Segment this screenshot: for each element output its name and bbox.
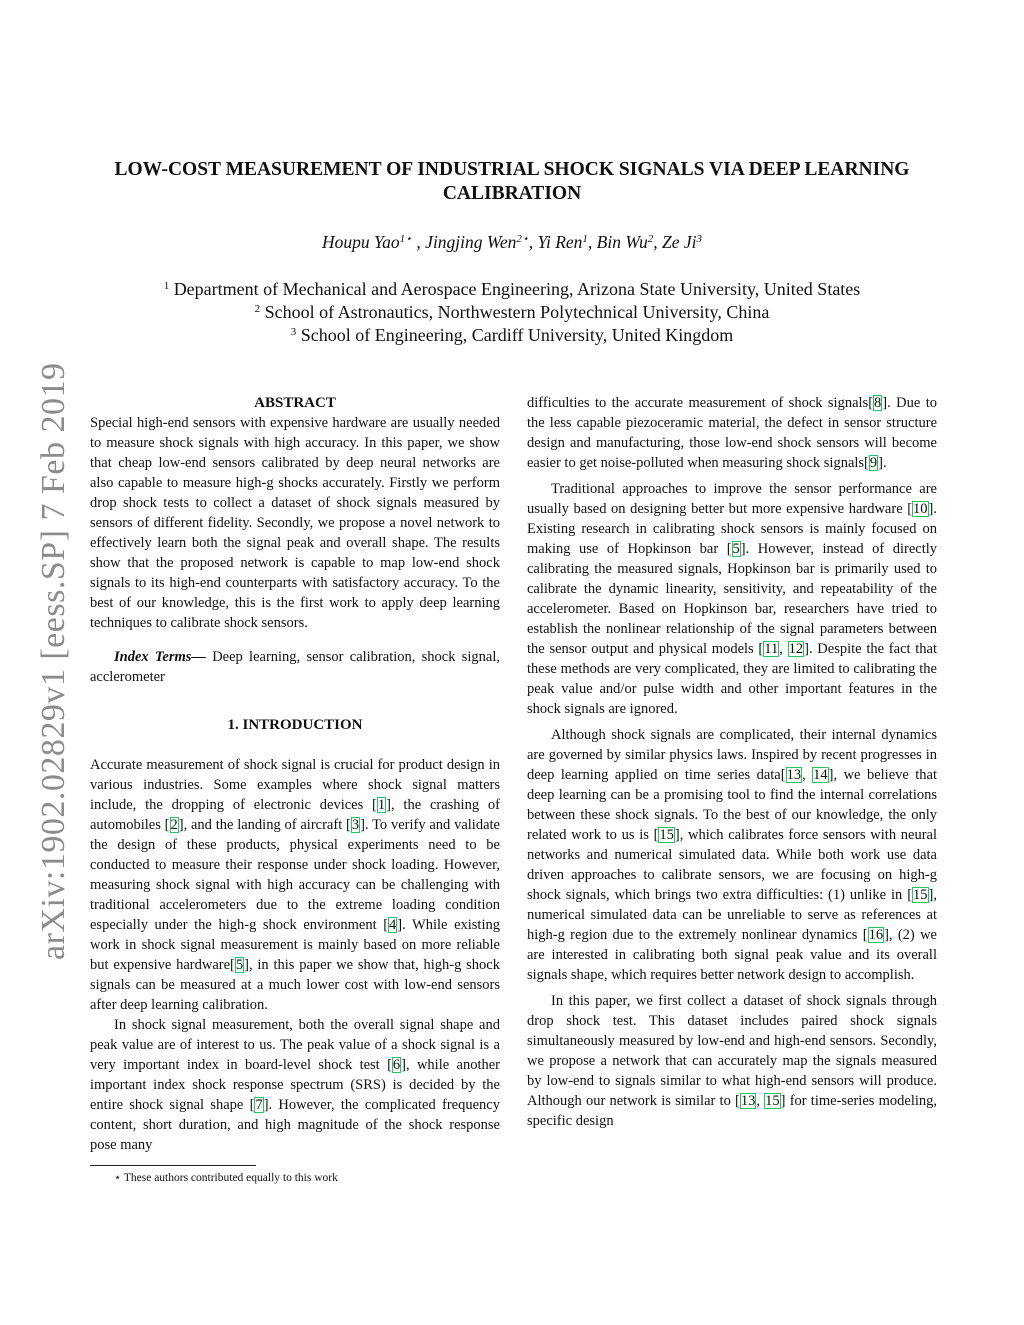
citation-link[interactable]: 5 bbox=[235, 957, 244, 973]
section-heading-introduction: 1. INTRODUCTION bbox=[227, 717, 363, 733]
affiliation bbox=[80, 278, 944, 301]
affiliation-list bbox=[80, 278, 944, 347]
citation-link[interactable]: 15 bbox=[659, 827, 674, 843]
affiliation-number: 2 bbox=[254, 303, 261, 315]
author-affil-mark: 3 bbox=[696, 233, 702, 245]
affiliation-text: Department of Mechanical and Aerospace Engineering, Arizona State University, United States bbox=[173, 279, 861, 299]
author-list bbox=[80, 232, 944, 253]
affiliation bbox=[80, 301, 944, 324]
affiliation-number: 1 bbox=[163, 280, 170, 292]
author-name: Yi Ren bbox=[537, 232, 583, 252]
citation-link[interactable]: 15 bbox=[913, 887, 928, 903]
citation-link[interactable]: 10 bbox=[913, 501, 928, 517]
citation-link[interactable]: 8 bbox=[874, 395, 882, 411]
citation-link[interactable]: 16 bbox=[868, 927, 884, 943]
right-paragraph-2: Traditional approaches to improve the sensor performance are usually based on designing better but more expensive hardware [10]. Existing research in calibrating shock sensors is mainly focused on making use of Hopkinson bar [5]. However, instead of directly calibrating the measured signals, Hopkinson bar is primarily used to calibrate the dynamic linearity, sensitivity, and repeatability of the accelerometer. Based on Hopkinson bar, researchers have tried to establish the nonlinear relationship of the signal parameters between the sensor output and physical models [11, 12]. Despite the fact that these methods are very complicated, they are limited to calibrating the peak value and/or pulse width and other important features in the shock signals are ignored. bbox=[527, 481, 938, 717]
author-name: Ze Ji bbox=[661, 232, 697, 252]
intro-paragraph-1: Accurate measurement of shock signal is crucial for product design in various industries. Some examples where shock signal matters include, the dropping of electronic devices [1], the crashing of automobiles [2], and the landing of aircraft [3]. To verify and validate the design of these products, physical experiments need to be conducted to measure their response under shock loading. However, measuring shock signal with high accuracy can be challenging with traditional accelerometers due to the extreme loading condition especially under the high-g shock environment [4]. While existing work in shock signal measurement is mainly based on more reliable but expensive hardware[5], in this paper we show that, high-g shock signals can be measured at a much lower cost with low-end sensors after deep learning calibration. bbox=[90, 757, 500, 1013]
citation-link[interactable]: 9 bbox=[869, 455, 878, 471]
author-name: Bin Wu bbox=[596, 232, 648, 252]
index-terms-label: Index Terms— bbox=[114, 649, 206, 665]
author-sep: , bbox=[587, 232, 597, 252]
footnote-rule bbox=[90, 1165, 256, 1166]
citation-link[interactable]: 1 bbox=[377, 797, 386, 813]
citation-link[interactable]: 15 bbox=[765, 1093, 780, 1109]
citation-link[interactable]: 11 bbox=[764, 641, 779, 657]
citation-link[interactable]: 4 bbox=[389, 917, 397, 933]
affiliation-number: 3 bbox=[290, 326, 297, 338]
author-name: Houpu Yao bbox=[322, 232, 400, 252]
index-terms-text: Deep learning, sensor calibration, shock signal, acclerometer bbox=[90, 649, 500, 685]
paper-title: LOW-COST MEASUREMENT OF INDUSTRIAL SHOCK SIGNALS VIA DEEP LEARNING CALIBRATION bbox=[114, 159, 910, 204]
abstract-text: Special high-end sensors with expensive hardware are usually needed to measure shock signals with high accuracy. In this paper, we show that cheap low-end sensors calibrated by deep neural networks are also capable to measure high-g shocks accurately. Firstly we perform drop shock tests to collect a dataset of shock signals measured by sensors of different fidelity. Secondly, we propose a novel network to effectively learn both the signal peak and overall shape. The results show that the proposed network is capable to map low-end shock signals to its high-end counterparts with satisfactory accuracy. To the best of our knowledge, this is the first work to apply deep learning techniques to calibrate shock sensors. bbox=[90, 415, 500, 631]
right-paragraph-3: Although shock signals are complicated, their internal dynamics are governed by similar physics laws. Inspired by recent progresses in deep learning applied on time series data[13, 14], we believe that deep learning can be a promising tool to find the internal correlations between these shock signals. To the best of our knowledge, the only related work to us is [15], which calibrates force sensors with neural networks and numerical simulated data. While both work use data driven approaches to calibrate sensors, we are focusing on high-g shock signals, which brings two extra difficulties: (1) unlike in [15], numerical simulated data can be unreliable to serve as references at high-g region due to the extremely nonlinear dynamics [16], (2) we are interested in calibrating both signal peak value and its overall signals shape, which requires better network design to accomplish. bbox=[527, 727, 938, 983]
author-affil-mark: 2 bbox=[647, 233, 654, 245]
author-sep: , bbox=[412, 232, 426, 252]
citation-link[interactable]: 13 bbox=[786, 767, 802, 783]
index-terms bbox=[90, 647, 500, 687]
footnote: ⋆ These authors contributed equally to this work bbox=[114, 1172, 338, 1184]
affiliation bbox=[80, 324, 944, 347]
right-column bbox=[527, 393, 937, 1131]
arxiv-stamp bbox=[10, 360, 72, 960]
citation-link[interactable]: 7 bbox=[255, 1097, 263, 1113]
citation-link[interactable]: 2 bbox=[170, 817, 178, 833]
right-paragraph-1: difficulties to the accurate measurement of shock signals[8]. Due to the less capable piezoceramic material, the defect in sensor structure design and manufacturing, those low-end shock sensors will become easier to get noise-polluted when measuring shock signals[9]. bbox=[527, 395, 937, 471]
author-affil-mark: 1 bbox=[582, 233, 588, 245]
left-column bbox=[90, 393, 500, 1186]
citation-link[interactable]: 5 bbox=[732, 541, 740, 557]
author-sep: , bbox=[653, 232, 662, 252]
citation-link[interactable]: 14 bbox=[813, 767, 828, 783]
affiliation-text: School of Engineering, Cardiff University, United Kingdom bbox=[300, 325, 734, 345]
author-name: Jingjing Wen bbox=[425, 232, 517, 252]
citation-link[interactable]: 6 bbox=[392, 1057, 401, 1073]
intro-paragraph-2: In shock signal measurement, both the overall signal shape and peak value are of interest to us. The peak value of a shock signal is a very important index in board-level shock test [6], while another important index shock response spectrum (SRS) is decided by the entire shock signal shape [7]. However, the complicated frequency content, short duration, and high magnitude of the shock response pose many bbox=[90, 1017, 501, 1153]
affiliation-text: School of Astronautics, Northwestern Polytechnical University, China bbox=[264, 302, 770, 322]
citation-link[interactable]: 13 bbox=[740, 1093, 756, 1109]
author-affil-mark: 2⋆ bbox=[516, 233, 529, 245]
right-paragraph-4: In this paper, we first collect a dataset of shock signals through drop shock test. This dataset includes paired shock signals simultaneously measured by low-end and high-end sensors. Secondly, we propose a network that can accurately map the signals measured by low-end to signals similar to what high-end sensors will produce. Although our network is similar to [13, 15] for time-series modeling, specific design bbox=[527, 993, 938, 1129]
author-affil-mark: 1⋆ bbox=[399, 233, 413, 245]
citation-link[interactable]: 12 bbox=[788, 641, 804, 657]
citation-link[interactable]: 3 bbox=[351, 817, 360, 833]
arxiv-stamp-text: arXiv:1902.02829v1 [eess.SP] 7 Feb 2019 bbox=[35, 362, 72, 960]
author-sep: , bbox=[528, 232, 538, 252]
abstract-heading: ABSTRACT bbox=[254, 395, 336, 411]
